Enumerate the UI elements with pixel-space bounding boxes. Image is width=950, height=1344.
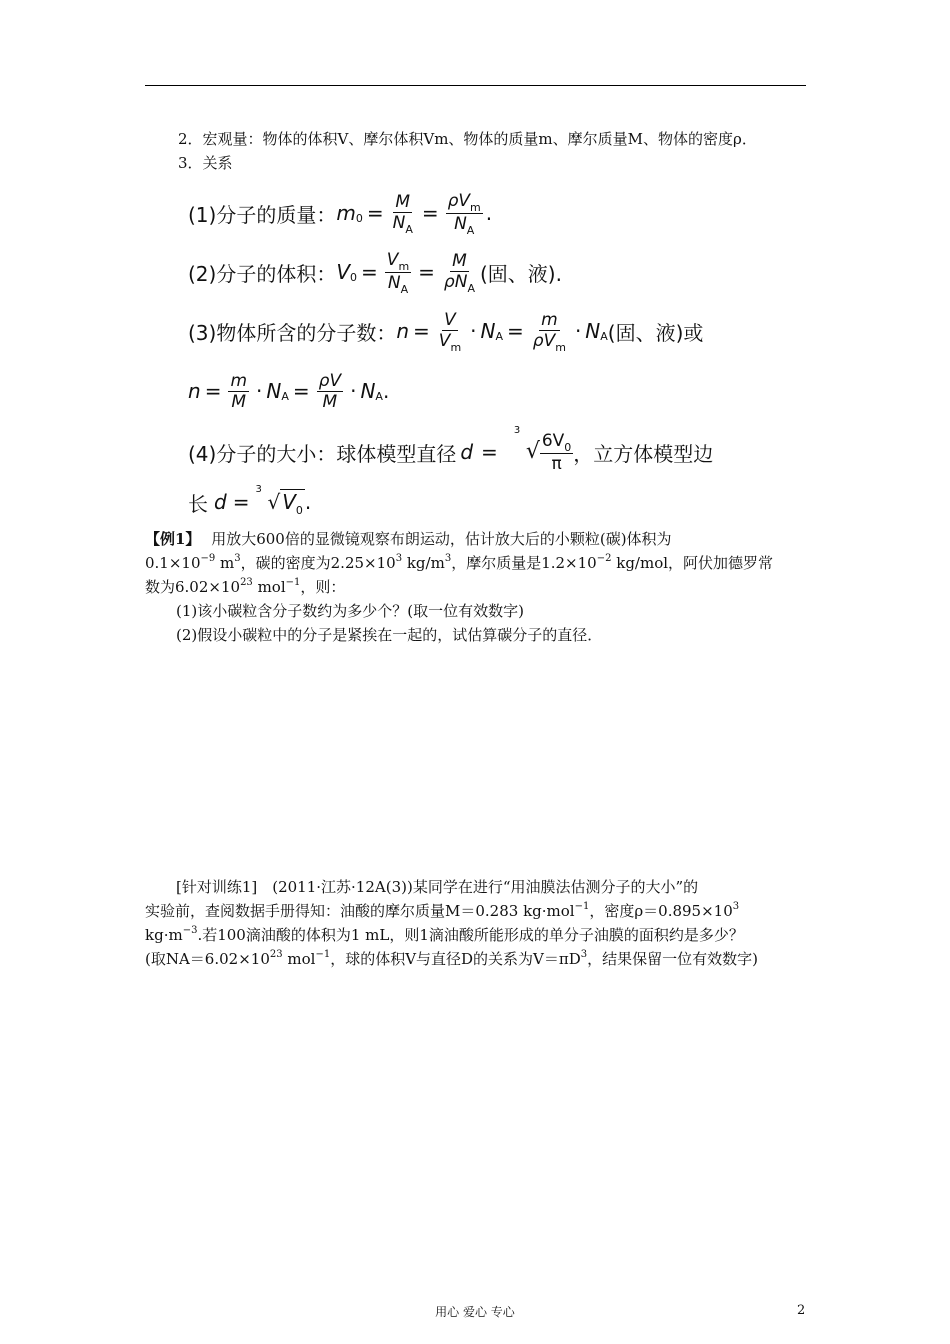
f3-dot1: · (470, 319, 477, 343)
f4-eq: = (481, 440, 498, 464)
f1-eq2: = (421, 201, 439, 225)
f3-eq2: = (507, 319, 524, 343)
formula-cube-edge (188, 484, 311, 520)
f1-frac2: $\frac{\rho V_m}{N_A}$ (447, 190, 481, 237)
formula-4-label: (4)分子的大小：球体模型直径 (188, 441, 457, 466)
f3-lhs: n (396, 319, 410, 343)
f3b-dot1: · (256, 379, 263, 403)
practice-1-line3: $kg\cdot m^{-3}$.若100滴油酸的体积为1 mL，则1滴油酸所能形成的单分子油膜的面积约是多少？ (145, 925, 744, 944)
example-1-text1: 用放大600倍的显微镜观察布朗运动，估计放大后的小颗粒(碳)体积为 (211, 530, 672, 548)
f1-eq1: = (366, 201, 384, 225)
f3b-na1-sub: A (281, 389, 289, 403)
f3-na2: N (585, 319, 601, 343)
f2-frac1: $\frac{V_m}{N_A}$ (386, 249, 410, 296)
f3-na1: N (480, 319, 496, 343)
formula-molecule-count-alt (188, 366, 389, 416)
f3-eq1: = (413, 319, 430, 343)
formula-3-label: (3)物体所含的分子数： (188, 320, 397, 345)
f2-eq2: = (418, 260, 435, 284)
f3b-dot2: · (350, 379, 357, 403)
f3b-frac1: $\frac{m}{M}$ (230, 370, 248, 412)
f2-frac2: $\frac{M}{\rho N_A}$ (443, 250, 475, 295)
f4b-end: . (304, 490, 312, 514)
f4b-d: d (214, 490, 227, 514)
formula-molecule-count (188, 306, 703, 356)
example-1-question-1: (1)该小碳粒含分子数约为多少个？(取一位有效数字) (176, 602, 524, 620)
f2-eq1: = (361, 260, 378, 284)
f4-cube-root: 3 √ $\frac{6V_0}{\pi}$ (513, 424, 572, 474)
page-footer: 用心 爱心 专心 (435, 1305, 515, 1319)
practice-1-line2: 实验前，查阅数据手册得知：油酸的摩尔质量M＝0.283 kg·mol$^{-1}$，密度$\rho=0.895\times 10^3$ (145, 901, 740, 920)
f3b-na1: N (266, 379, 282, 403)
formula-molecule-volume (188, 247, 562, 297)
f1-lhs-sub: 0 (355, 211, 363, 225)
f3b-na2-sub: A (375, 389, 383, 403)
formula-molecule-size (188, 424, 714, 477)
f3b-frac2: $\frac{\rho V}{M}$ (318, 370, 342, 412)
f3-frac2: $\frac{m}{\rho V_m}$ (532, 309, 566, 354)
f1-frac1: $\frac{M}{N_A}$ (392, 191, 413, 236)
f3-frac1: $\frac{V}{V_m}$ (438, 309, 462, 354)
f4b-eq: = (232, 490, 250, 514)
example-1-line2: $0.1\times 10^{-9}$ $m^3$，碳的密度为$2.25\times 10^3$ $kg/m^3$，摩尔质量是$1.2\times 10^{-2}$ kg/mol，阿伏加德罗常 (145, 553, 774, 572)
example-1-tag: 【例1】 (145, 530, 201, 548)
f1-end: . (485, 201, 493, 225)
header-rule (145, 85, 806, 86)
f3-na2-sub: A (600, 329, 608, 343)
f2-lhs: V (336, 260, 351, 284)
relation-title: 3．关系 (178, 154, 233, 172)
f4b-label: 长 (188, 491, 208, 516)
example-1-question-2: (2)假设小碳粒中的分子是紧挨在一起的，试估算碳分子的直径． (176, 626, 603, 644)
f1-lhs: m (336, 201, 356, 225)
f4-cube-label: ，立方体模型边 (573, 441, 714, 466)
f2-note: (固、液). (479, 261, 562, 286)
f3b-lhs: n (188, 379, 201, 403)
page-number: 2 (797, 1303, 806, 1318)
f3-na1-sub: A (495, 329, 504, 343)
formula-2-label: (2)分子的体积： (188, 261, 337, 286)
f3b-eq1: = (204, 379, 222, 403)
f2-lhs-sub: 0 (350, 270, 358, 284)
example-1-line1 (145, 529, 672, 549)
macro-quantities-text: 2．宏观量：物体的体积V、摩尔体积Vm、物体的质量m、摩尔质量M、物体的密度ρ． (178, 130, 757, 148)
formula-molecule-mass (188, 188, 492, 238)
f3-dot2: · (574, 319, 582, 343)
f3-note: (固、液)或 (607, 320, 704, 345)
formula-1-label: (1)分子的质量： (188, 202, 337, 227)
practice-1-line1: [针对训练1] (2011·江苏·12A(3))某同学在进行“用油膜法估测分子的大小”的 (176, 878, 699, 896)
f3b-eq2: = (292, 379, 310, 403)
f4-d: d (460, 440, 474, 464)
f4b-cube-root: 3 √ $V_0$ (255, 484, 303, 517)
example-1-line3: 数为$6.02\times 10^{23}$ mol$^{-1}$，则： (145, 577, 346, 596)
f3b-na2: N (360, 379, 376, 403)
practice-1-line4: (取$NA=6.02\times 10^{23}$ mol$^{-1}$，球的体积V与直径D的关系为$V=\pi D^3$，结果保留一位有效数字) (145, 949, 758, 968)
f3b-end: . (382, 379, 390, 403)
